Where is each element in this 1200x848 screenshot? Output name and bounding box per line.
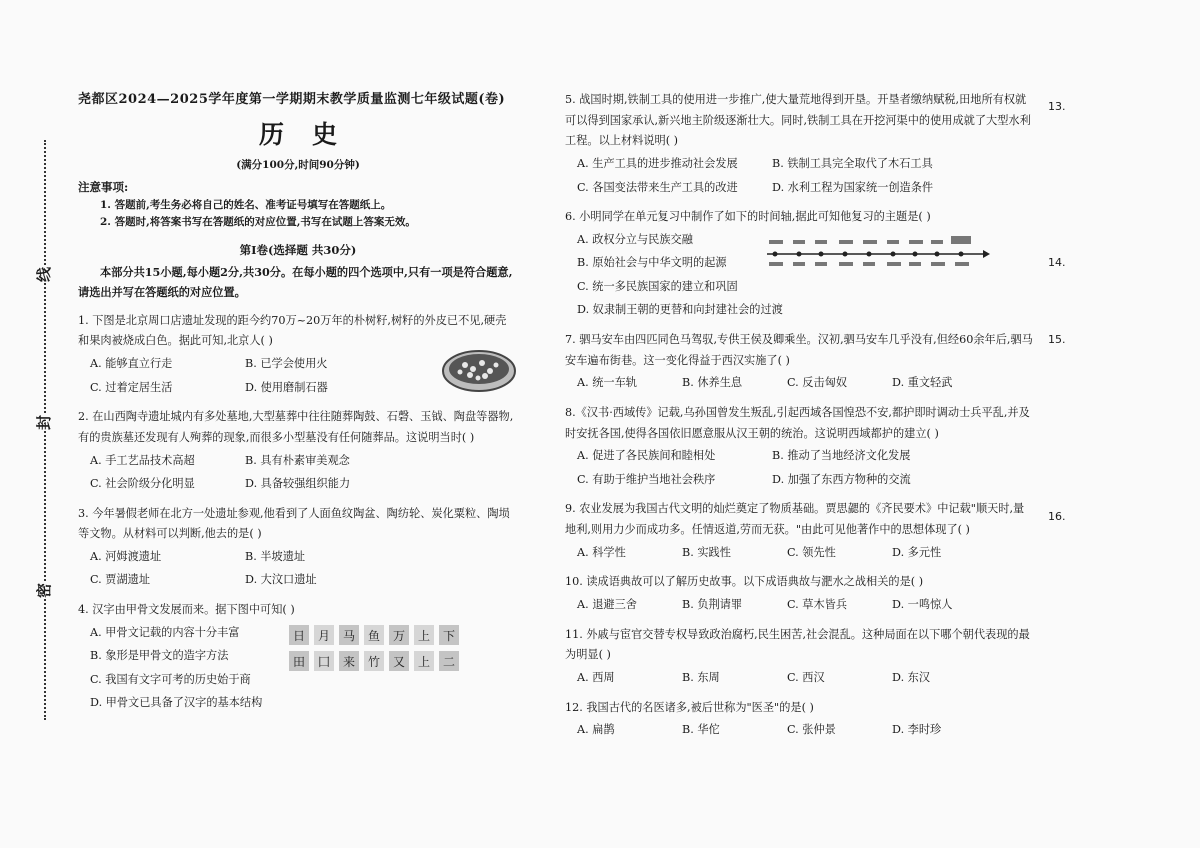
- oracle-char-label: 马: [342, 628, 356, 643]
- option-a[interactable]: A. 手工艺品技术高超: [90, 453, 195, 467]
- question-stem: 3. 今年暑假老师在北方一处遗址参观,他看到了人面鱼纹陶盆、陶纺轮、炭化粟粒、陶埙等文物。从材料可以判断,他去的是( ): [78, 506, 510, 541]
- option-a[interactable]: A. 退避三舍: [577, 598, 637, 612]
- question-11: [565, 625, 1035, 690]
- question-stem: 12. 我国古代的名医诸多,被后世称为"医圣"的是( ): [565, 700, 814, 714]
- oracle-char-label: 竹: [367, 654, 381, 669]
- oracle-char-label: 囗: [317, 654, 331, 669]
- options: [78, 449, 390, 496]
- binding-char-mi: 密: [31, 583, 56, 598]
- question-stem: 6. 小明同学在单元复习中制作了如下的时间轴,据此可知他复习的主题是( ): [565, 210, 931, 224]
- question-3: [78, 504, 518, 592]
- question-stem: 2. 在山西陶寺遗址城内有多处墓地,大型墓葬中往往随葬陶鼓、石磬、玉钺、陶盘等器物,有的贵族墓还发现有人殉葬的现象,而很多小型墓没有任何随葬品。这说明当时( ): [78, 410, 514, 444]
- oracle-char-label: 上: [417, 628, 431, 643]
- option-b[interactable]: B. 原始社会与中华文明的起源: [577, 256, 727, 270]
- side-question-number: 13.: [1048, 100, 1066, 113]
- option-b[interactable]: B. 休养生息: [682, 376, 743, 390]
- notice-title: 注意事项:: [78, 180, 129, 195]
- option-b[interactable]: B. 推动了当地经济文化发展: [772, 449, 911, 463]
- option-b[interactable]: B. 实践性: [682, 545, 731, 559]
- question-stem: 11. 外戚与宦官交替专权导致政治腐朽,民生困苦,社会混乱。这种局面在以下哪个朝代表现的最为明显( ): [565, 627, 1030, 662]
- oracle-char-label: 月: [317, 628, 331, 643]
- side-question-number: 16.: [1048, 510, 1066, 523]
- option-c[interactable]: C. 西汉: [787, 671, 825, 685]
- option-a[interactable]: A. 河姆渡遗址: [90, 549, 162, 563]
- option-d[interactable]: D. 水利工程为国家统一创造条件: [772, 180, 934, 194]
- option-b[interactable]: B. 半坡遗址: [245, 549, 306, 563]
- option-d[interactable]: D. 使用磨制石器: [245, 380, 328, 394]
- oracle-char-label: 万: [392, 628, 406, 643]
- option-d[interactable]: D. 奴隶制王朝的更替和向封建社会的过渡: [577, 303, 783, 317]
- option-b[interactable]: B. 已学会使用火: [245, 357, 328, 371]
- question-stem: 10. 读成语典故可以了解历史故事。以下成语典故与淝水之战相关的是( ): [565, 575, 924, 589]
- option-d[interactable]: D. 东汉: [892, 671, 931, 685]
- option-c[interactable]: C. 过着定居生活: [90, 380, 173, 394]
- option-a[interactable]: A. 科学性: [577, 545, 626, 559]
- question-2: [78, 407, 518, 495]
- question-stem: 5. 战国时期,铁制工具的使用进一步推广,使大量荒地得到开垦。开垦者缴纳赋税,田地所有权就可以得到国家承认,新兴地主阶级逐渐壮大。同时,铁制工具在开挖河渠中的使用成就了大型水利工程。以上材料说明( ): [565, 93, 1031, 148]
- question-8: [565, 403, 1035, 491]
- option-c[interactable]: C. 我国有文字可考的历史始于商: [90, 672, 251, 686]
- option-c[interactable]: C. 张仲景: [787, 723, 836, 737]
- question-9: [565, 499, 1035, 564]
- oracle-char-label: 来: [342, 654, 356, 669]
- question-stem: 8.《汉书·西域传》记载,乌孙国曾发生叛乱,引起西域各国惶恐不安,都护即时调动士兵平乱,并及时安抚各国,使得各国依旧愿意服从汉王朝的统治。这说明西域都护的建立( ): [565, 405, 1030, 440]
- left-column: [78, 90, 518, 715]
- question-7: [565, 330, 1035, 395]
- options: [565, 666, 997, 690]
- side-question-number: 14.: [1048, 256, 1066, 269]
- option-a[interactable]: A. 促进了各民族间和睦相处: [577, 449, 716, 463]
- option-d[interactable]: D. 大汶口遗址: [245, 573, 317, 587]
- option-c[interactable]: C. 反击匈奴: [787, 376, 848, 390]
- option-c[interactable]: C. 各国变法带来生产工具的改进: [577, 180, 738, 194]
- oracle-char-label: 上: [417, 654, 431, 669]
- option-b[interactable]: B. 华佗: [682, 723, 720, 737]
- option-b[interactable]: B. 象形是甲骨文的造字方法: [90, 649, 229, 663]
- option-c[interactable]: C. 统一多民族国家的建立和巩固: [577, 279, 738, 293]
- question-stem: 9. 农业发展为我国古代文明的灿烂奠定了物质基础。贾思勰的《齐民要术》中记载"顺天时,量地利,则用力少而成功多。任情返道,劳而无获。"由此可见他著作中的思想体现了( ): [565, 502, 1025, 537]
- option-a[interactable]: A. 甲骨文记载的内容十分丰富: [90, 625, 240, 639]
- oracle-char-label: 鱼: [367, 628, 381, 643]
- option-b[interactable]: B. 东周: [682, 671, 720, 685]
- option-c[interactable]: C. 社会阶级分化明显: [90, 477, 195, 491]
- question-12: [565, 698, 1035, 742]
- option-d[interactable]: D. 具备较强组织能力: [245, 477, 351, 491]
- options: [565, 444, 957, 491]
- timeline-figure: [765, 232, 990, 292]
- question-6: [565, 207, 1035, 322]
- oracle-char-label: 田: [292, 654, 306, 669]
- option-d[interactable]: D. 李时珍: [892, 723, 942, 737]
- option-a[interactable]: A. 政权分立与民族交融: [577, 232, 693, 246]
- question-5: [565, 90, 1035, 199]
- options: [565, 541, 997, 565]
- option-c[interactable]: C. 草木皆兵: [787, 598, 848, 612]
- hackberry-seeds-image: [440, 347, 518, 395]
- options: [78, 545, 390, 592]
- binding-char-feng: 封: [31, 415, 56, 430]
- section-title: 第Ⅰ卷(选择题 共30分): [239, 242, 357, 257]
- option-c[interactable]: C. 领先性: [787, 545, 836, 559]
- option-a[interactable]: A. 生产工具的进步推动社会发展: [577, 157, 738, 171]
- oracle-char-label: 日: [292, 628, 306, 643]
- option-b[interactable]: B. 负荆请罪: [682, 598, 743, 612]
- option-d[interactable]: D. 甲骨文已具备了汉字的基本结构: [90, 696, 263, 710]
- question-10: [565, 572, 1035, 616]
- question-stem: 1. 下图是北京周口店遗址发现的距今约70万~20万年的朴树籽,树籽的外皮已不见,硬壳和果肉被烧成白色。据此可知,北京人( ): [78, 313, 507, 348]
- subject-title: 历史: [258, 120, 365, 150]
- score-time-line: (满分100分,时间90分钟): [236, 158, 360, 171]
- notice-item: 1. 答题前,考生务必将自己的姓名、准考证号填写在答题纸上。: [100, 198, 392, 211]
- option-d[interactable]: D. 加强了东西方物种的交流: [772, 472, 911, 486]
- options: [565, 152, 957, 199]
- exam-title: 尧都区2024—2025学年度第一学期期末教学质量监测七年级试题(卷): [78, 92, 506, 107]
- section-instruction: 本部分共15小题,每小题2分,共30分。在每小题的四个选项中,只有一项是符合题意,请选出并写在答题纸的对应位置。: [78, 265, 513, 299]
- side-question-number: 15.: [1048, 333, 1066, 346]
- option-a[interactable]: A. 西周: [577, 671, 615, 685]
- oracle-bone-chart: [283, 621, 463, 677]
- options: [565, 371, 997, 395]
- question-stem: 4. 汉字由甲骨文发展而来。据下图中可知( ): [78, 603, 295, 616]
- option-c[interactable]: C. 贾湖遗址: [90, 573, 151, 587]
- option-c[interactable]: C. 有助于维护当地社会秩序: [577, 472, 716, 486]
- options: [565, 593, 997, 617]
- right-column: [565, 90, 1035, 742]
- oracle-char-label: 又: [392, 654, 406, 669]
- oracle-char-label: 二: [442, 654, 456, 669]
- oracle-char-label: 下: [442, 628, 456, 643]
- option-a[interactable]: A. 统一车轨: [577, 376, 637, 390]
- options: [565, 718, 997, 742]
- binding-char-xian: 线: [31, 267, 56, 282]
- option-b[interactable]: B. 铁制工具完全取代了木石工具: [772, 157, 933, 171]
- option-b[interactable]: B. 具有朴素审美观念: [245, 453, 350, 467]
- option-d[interactable]: D. 一鸣惊人: [892, 598, 953, 612]
- notice-item: 2. 答题时,将答案书写在答题纸的对应位置,书写在试题上答案无效。: [100, 216, 416, 229]
- option-d[interactable]: D. 多元性: [892, 545, 942, 559]
- question-stem: 7. 驷马安车由四匹同色马驾驭,专供王侯及卿乘坐。汉初,驷马安车几乎没有,但经60余年后,驷马安车遍布街巷。这一变化得益于西汉实施了( ): [565, 332, 1033, 367]
- option-a[interactable]: A. 扁鹊: [577, 723, 615, 737]
- question-4: [78, 600, 518, 715]
- option-a[interactable]: A. 能够直立行走: [90, 357, 173, 371]
- options: [78, 352, 390, 399]
- question-1: [78, 311, 518, 399]
- option-d[interactable]: D. 重文轻武: [892, 376, 953, 390]
